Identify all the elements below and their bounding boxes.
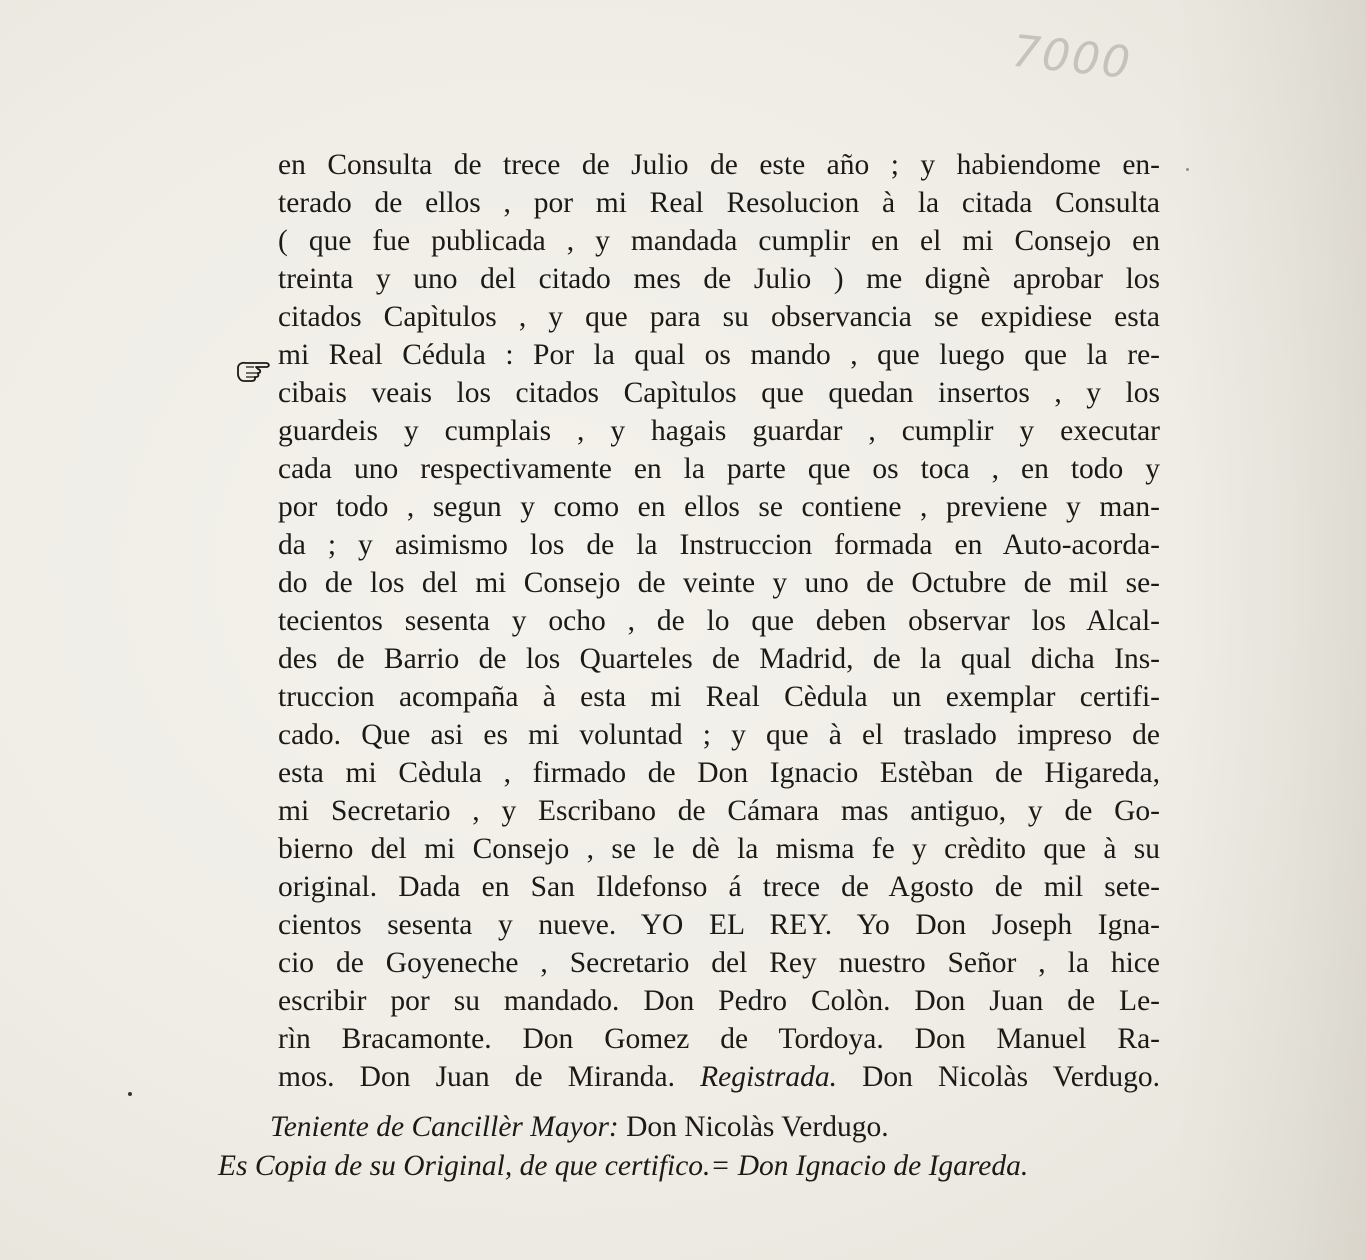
text-line: treinta y uno del citado mes de Julio ) me dignè aprobar los: [278, 263, 1160, 295]
ink-speck: [1186, 168, 1189, 171]
folio-mark: 7000: [1009, 25, 1135, 90]
text-line: cada uno respectivamente en la parte que os toca , en todo y: [278, 453, 1160, 485]
text-line: cibais veais los citados Capìtulos que quedan insertos , y los: [278, 377, 1160, 409]
text-line: cio de Goyeneche , Secretario del Rey nuestro Señor , la hice: [278, 947, 1160, 979]
text-line: tecientos sesenta y ocho , de lo que deben observar los Alcal-: [278, 605, 1160, 637]
certification-line: Es Copia de su Original, de que certifico.= Don Ignacio de Igareda.: [218, 1150, 1029, 1182]
text-line: esta mi Cèdula , firmado de Don Ignacio Estèban de Higareda,: [278, 757, 1160, 789]
ink-speck: [128, 1092, 132, 1096]
text-line: terado de ellos , por mi Real Resolucion à la citada Consulta: [278, 187, 1160, 219]
text-line: bierno del mi Consejo , se le dè la misma fe y crèdito que à su: [278, 833, 1160, 865]
text-line: mi Real Cédula : Por la qual os mando , que luego que la re-: [278, 339, 1160, 371]
text-line: cado. Que asi es mi voluntad ; y que à el traslado impreso de: [278, 719, 1160, 751]
body-text: [278, 146, 1160, 1096]
text-line: truccion acompaña à esta mi Real Cèdula un exemplar certifi-: [278, 681, 1160, 713]
text-line: por todo , segun y como en ellos se contiene , previene y man-: [278, 491, 1160, 523]
text-line: en Consulta de trece de Julio de este año ; y habiendome en-: [278, 149, 1160, 181]
text-line: escribir por su mandado. Don Pedro Colòn. Don Juan de Le-: [278, 985, 1160, 1017]
page-edge-shade: [1176, 0, 1366, 1260]
registry-label: Registrada.: [700, 1061, 837, 1093]
text-line: citados Capìtulos , y que para su observancia se expidiese esta: [278, 301, 1160, 333]
text-line: da ; y asimismo los de la Instruccion formada en Auto-acorda-: [278, 529, 1160, 561]
text-line: ( que fue publicada , y mandada cumplir en el mi Consejo en: [278, 225, 1160, 257]
text-line: des de Barrio de los Quarteles de Madrid, de la qual dicha Ins-: [278, 643, 1160, 675]
chancellor-line: [270, 1108, 1160, 1146]
registry-line: [278, 1058, 1160, 1096]
pointing-hand-icon: [236, 358, 272, 384]
text-line: mi Secretario , y Escribano de Cámara mas antiguo, y de Go-: [278, 795, 1160, 827]
text-line: original. Dada en San Ildefonso á trece de Agosto de mil sete-: [278, 871, 1160, 903]
chancellor-name: Don Nicolàs Verdugo.: [618, 1111, 889, 1143]
registry-line-after: Don Nicolàs Verdugo.: [836, 1061, 1160, 1093]
text-line: rìn Bracamonte. Don Gomez de Tordoya. Don Manuel Ra-: [278, 1023, 1160, 1055]
text-line: do de los del mi Consejo de veinte y uno de Octubre de mil se-: [278, 567, 1160, 599]
text-line: guardeis y cumplais , y hagais guardar , cumplir y executar: [278, 415, 1160, 447]
registry-line-before: mos. Don Juan de Miranda.: [278, 1061, 701, 1093]
text-line: cientos sesenta y nueve. YO EL REY. Yo Don Joseph Igna-: [278, 909, 1160, 941]
chancellor-label: Teniente de Cancillèr Mayor:: [270, 1111, 619, 1143]
